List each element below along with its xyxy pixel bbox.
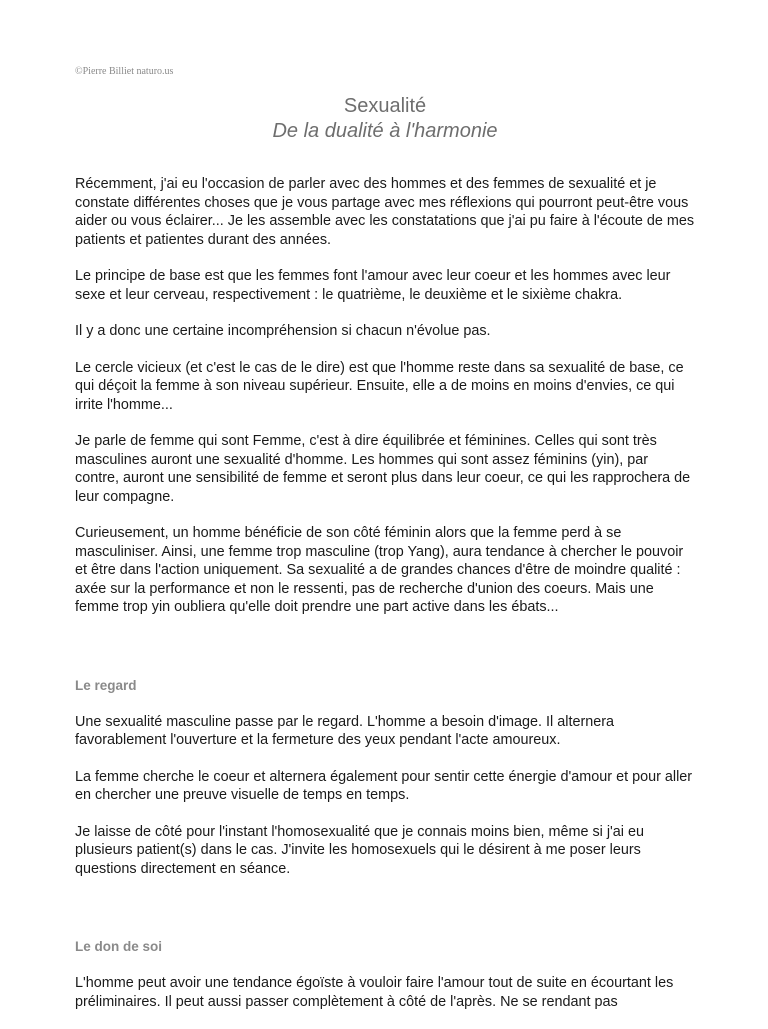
paragraph: Il y a donc une certaine incompréhension si chacun n'évolue pas.: [75, 323, 491, 339]
paragraph: Le cercle vicieux (et c'est le cas de le dire) est que l'homme reste dans sa sexualité de base, ce qui déçoit la femme à son niveau supérieur. Ensuite, elle a de moins en moins d'envies, ce qui irrite l'homme...: [75, 359, 684, 413]
section-heading-regard: Le regard: [75, 677, 137, 693]
paragraph: Récemment, j'ai eu l'occasion de parler avec des hommes et des femmes de sexualité et je constate différentes choses que je vous partage avec mes réflexions qui pourront peut-être vous aider ou vous éclairer... Je les assemble avec les constatations que j'ai pu faire à l'écoute de mes patients et patientes durant des années.: [75, 176, 695, 248]
paragraph: Une sexualité masculine passe par le regard. L'homme a besoin d'image. Il alternera favorablement l'ouverture et la fermeture des yeux pendant l'acte amoureux.: [75, 713, 615, 748]
paragraph: Curieusement, un homme bénéficie de son côté féminin alors que la femme perd à se masculiniser. Ainsi, une femme trop masculine (trop Yang), aura tendance à chercher le pouvoir et être dans l'action uniquement. Sa sexualité a de grandes chances d'être de moindre qualité : axée sur la performance et non le ressenti, pas de recherche d'union des coeurs. Mais une femme trop yin oubliera qu'elle doit prendre une part active dans les ébats...: [75, 525, 684, 615]
page-title: Sexualité: [343, 95, 427, 117]
section-heading-don-de-soi: Le don de soi: [75, 939, 163, 954]
paragraph: La femme cherche le coeur et alternera également pour sentir cette énergie d'amour et pour aller en chercher une preuve visuelle de temps en temps.: [75, 768, 693, 803]
title-block: [75, 94, 695, 144]
paragraph: Le principe de base est que les femmes font l'amour avec leur coeur et les hommes avec leur sexe et leur cerveau, respectivement : le quatrième, le deuxième et le sixième chakra.: [75, 268, 671, 303]
section-spacer: [75, 635, 695, 677]
page-subtitle: De la dualité à l'harmonie: [272, 120, 498, 142]
copyright-notice: ©Pierre Billiet naturo.us: [75, 66, 174, 77]
paragraph: Je laisse de côté pour l'instant l'homosexualité que je connais moins bien, même si j'ai eu plusieurs patient(s) dans le cas. J'invite les homosexuels qui le désirent à me poser leurs questions directement en séance.: [75, 823, 644, 877]
paragraph: Je parle de femme qui sont Femme, c'est à dire équilibrée et féminines. Celles qui sont très masculines auront une sexualité d'homme. Les hommes qui sont assez féminins (yin), par contre, auront une sensibilité de femme et seront plus dans leur coeur, ce qui les rapprochera de leur compagne.: [75, 433, 691, 505]
paragraph: L'homme peut avoir une tendance égoïste à vouloir faire l'amour tout de suite en écourtant les préliminaires. Il peut aussi passer complètement à côté de l'après. Ne se rendant pas: [75, 975, 674, 1010]
article-body: [75, 175, 695, 1029]
section-spacer: [75, 896, 695, 938]
